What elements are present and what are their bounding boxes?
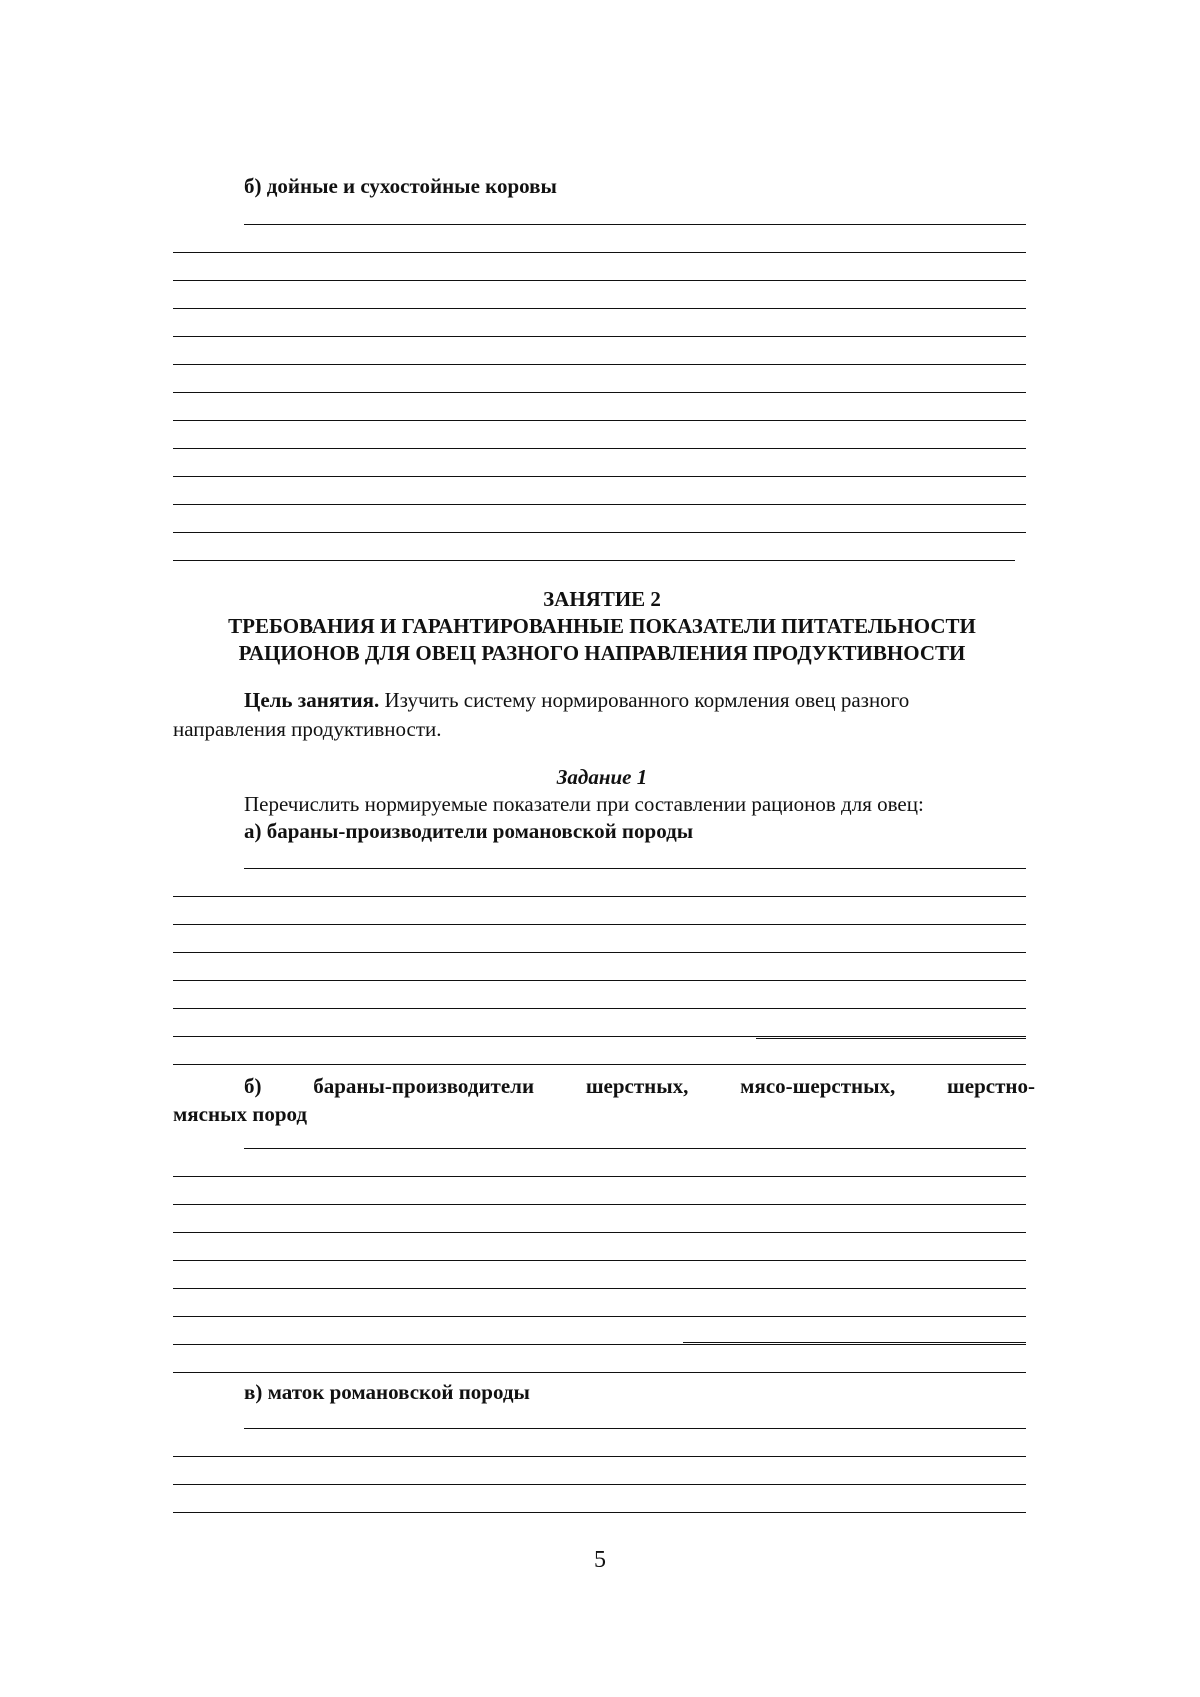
answer-line (173, 532, 1026, 533)
answer-line-overlap (756, 1038, 1026, 1039)
answer-line (173, 1204, 1026, 1205)
lesson-number: ЗАНЯТИЕ 2 (543, 587, 661, 611)
answer-line (173, 336, 1026, 337)
item-b-heading-continuation: мясных пород (173, 1102, 308, 1126)
answer-line (244, 1148, 1026, 1149)
answer-line (244, 224, 1026, 225)
answer-line (173, 476, 1026, 477)
lesson-title-line1: ТРЕБОВАНИЯ И ГАРАНТИРОВАННЫЕ ПОКАЗАТЕЛИ ПИТАТЕЛЬНОСТИ (228, 614, 976, 638)
answer-line (173, 1372, 1026, 1373)
goal-label: Цель занятия. (244, 688, 380, 712)
answer-line (173, 392, 1026, 393)
item-b-heading: б) бараны-производители шерстных, мясо-шерстных, шерстно- (244, 1074, 1035, 1098)
answer-line (173, 1260, 1026, 1261)
answer-line (173, 448, 1026, 449)
answer-line (173, 952, 1026, 953)
answer-line (173, 980, 1026, 981)
subsection-heading: б) дойные и сухостойные коровы (244, 174, 557, 198)
goal-text-continuation: направления продуктивности. (173, 717, 442, 741)
answer-line (244, 868, 1026, 869)
answer-line (173, 252, 1026, 253)
answer-line (244, 1428, 1026, 1429)
answer-line (173, 1008, 1026, 1009)
goal-text: Изучить систему нормированного кормления овец разного (379, 688, 910, 712)
answer-line (173, 308, 1026, 309)
answer-line (173, 1176, 1026, 1177)
answer-line (173, 1456, 1026, 1457)
lesson-title-line2: РАЦИОНОВ ДЛЯ ОВЕЦ РАЗНОГО НАПРАВЛЕНИЯ ПРОДУКТИВНОСТИ (238, 641, 966, 665)
answer-line (173, 280, 1026, 281)
answer-line (173, 1316, 1026, 1317)
page-number: 5 (594, 1547, 606, 1573)
answer-line (173, 924, 1026, 925)
task-instruction: Перечислить нормируемые показатели при составлении рационов для овец: (244, 792, 924, 816)
answer-line (173, 1344, 1026, 1345)
item-c-heading: в) маток романовской породы (244, 1380, 530, 1404)
answer-line (173, 560, 1015, 561)
answer-line (173, 1512, 1026, 1513)
answer-line (173, 1064, 1026, 1065)
answer-line (173, 1036, 1026, 1037)
answer-line (173, 1484, 1026, 1485)
answer-line (173, 504, 1026, 505)
lesson-goal (244, 690, 1035, 711)
task-title: Задание 1 (556, 765, 648, 789)
answer-line (173, 1288, 1026, 1289)
answer-line (173, 896, 1026, 897)
answer-line (173, 420, 1026, 421)
item-a-heading: а) бараны-производители романовской породы (244, 819, 694, 843)
answer-line (173, 1232, 1026, 1233)
answer-line-overlap (683, 1342, 1026, 1343)
answer-line (173, 364, 1026, 365)
